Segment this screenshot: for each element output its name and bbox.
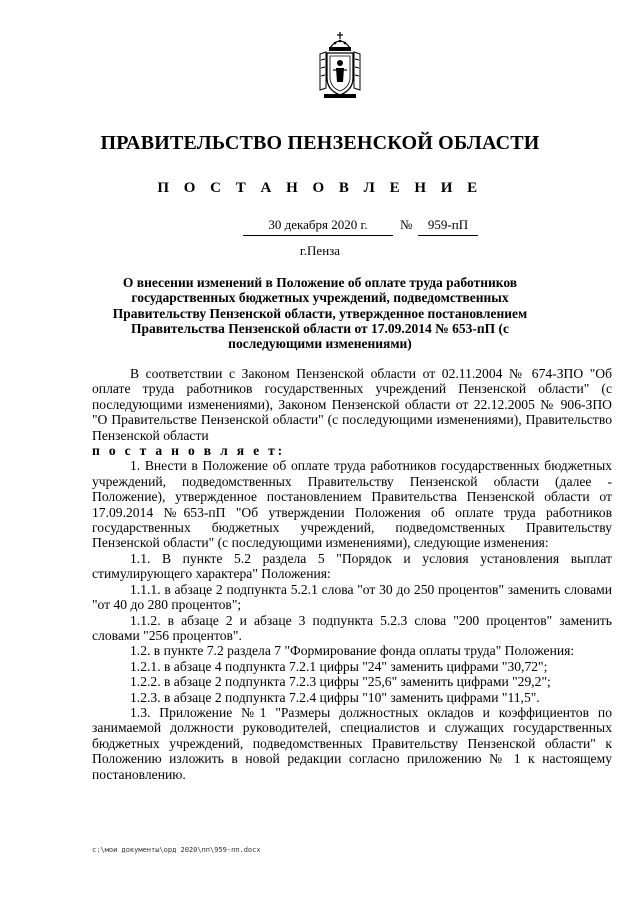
government-title: ПРАВИТЕЛЬСТВО ПЕНЗЕНСКОЙ ОБЛАСТИ: [100, 132, 540, 154]
item-paragraph: 1. Внести в Положение об оплате труда работников государственных бюджетных учреждений, подведомственных Правительству Пензенской области (далее - Положение), утвержденное постановлением Правительства Пензенской области от 17.09.2014 №653-пП "Об утверждении Положения об оплате труда работников государственных бюджетных учреждений, подведомственных Правительству Пензенской области" (с последующими изменениями), следующие изменения:: [92, 458, 612, 551]
document-body: [92, 366, 612, 782]
item-paragraph: 1.1.2. в абзаце 2 и абзаце 3 подпункта 5.2.3 слова "200 процентов" заменить словами "256 процентов".: [92, 612, 612, 643]
item-paragraph: 1.2.1. в абзаце 4 подпункта 7.2.1 цифры "24" заменить цифрами "30,72";: [130, 658, 548, 674]
document-subject: О внесении изменений в Положение об оплате труда работников государственных бюджетных учреждений, подведомственных Правительству Пензенской области, утвержденное постановлением Правительства Пензенской области от 17.09.2014 № 653-пП (с последующими изменениями): [112, 275, 528, 352]
city-name: г.Пенза: [299, 243, 341, 258]
item-paragraph: 1.3. Приложение №1 "Размеры должностных окладов и коэффициентов по занимаемой должности руководителей, специалистов и служащих государственных бюджетных учреждений, подведомственных Правительству Пензенской области" к Положению изложить в новой редакции согласно приложению № 1 к настоящему постановлению.: [92, 704, 612, 782]
document-number: 959-пП: [418, 217, 478, 236]
document-date: 30 декабря 2020 г.: [243, 217, 393, 236]
coat-of-arms-emblem: [316, 30, 364, 100]
item-paragraph: 1.1.1. в абзаце 2 подпункта 5.2.1 слова "от 30 до 250 процентов" заменить словами "от 40 до 280 процентов";: [92, 581, 612, 613]
document-type: П О С Т А Н О В Л Е Н И Е: [157, 180, 483, 196]
item-paragraph: 1.2.2. в абзаце 2 подпункта 7.2.3 цифры "25,6" заменить цифрами "29,2";: [130, 674, 551, 690]
item-paragraph: 1.2.3. в абзаце 2 подпункта 7.2.4 цифры "10" заменить цифрами "11,5".: [130, 689, 540, 705]
item-paragraph: 1.2. в пункте 7.2 раздела 7 "Формирование фонда оплаты труда" Положения:: [130, 643, 575, 659]
item-paragraph: 1.1. В пункте 5.2 раздела 5 "Порядок и условия установления выплат стимулирующего характера" Положения:: [92, 550, 612, 582]
preamble-paragraph: В соответствии с Законом Пензенской области от 02.11.2004 № 674-ЗПО "Об оплате труда работников государственных учреждений Пензенской области" (с последующими изменениями), Законом Пензенской области от 22.12.2005 № 906-ЗПО "О Правительстве Пензенской области" (с последующими изменениями), Правительство Пензенской области: [92, 366, 612, 443]
number-sign: №: [400, 217, 413, 232]
file-path-footer: c:\мои документы\орд 2020\пп\959-пп.docx: [92, 846, 261, 854]
resolves-line: [92, 443, 612, 458]
resolves-word: п о с т а н о в л я е т:: [92, 443, 285, 459]
